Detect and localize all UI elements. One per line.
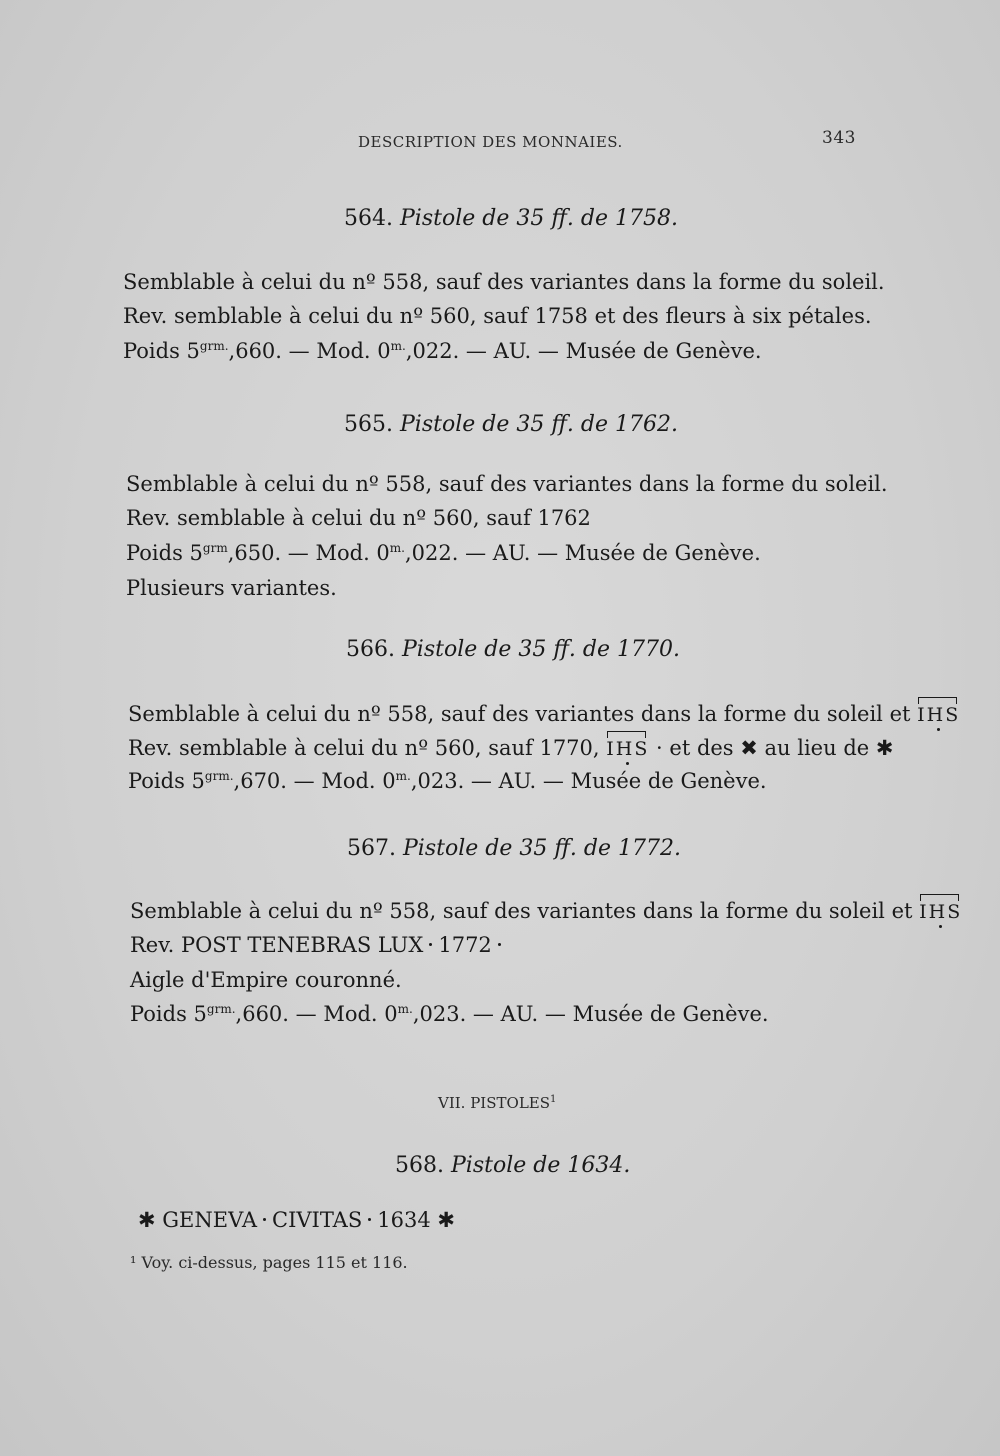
poids-line: Poids $5^{grm.},670$. — Mod. $0^{m.},023$. — AU. — Musée de Genève. [128, 769, 767, 793]
poids-line: Poids $5^{grm.},660$. — Mod. $0^{m.},022$. — AU. — Musée de Genève. [123, 339, 762, 363]
text-line: Semblable à celui du nº 558, sauf des variantes dans la forme du soleil. [123, 270, 885, 294]
entry-number: 568. [395, 1153, 444, 1178]
text-line: Semblable à celui du nº 558, sauf des variantes dans la forme du soleil et IHS [130, 899, 963, 923]
entry-title: Pistole de 1634. [450, 1153, 631, 1178]
text-line: Semblable à celui du nº 558, sauf des variantes dans la forme du soleil et IHS [128, 702, 961, 726]
entry-title: Pistole de 35 ff. de 1762. [399, 412, 678, 437]
separator-dot [429, 943, 432, 946]
text-line: Rev. semblable à celui du nº 560, sauf 1770, IHS · et des ✖ au lieu de ✱ [128, 736, 894, 760]
text-line: Rev. semblable à celui du nº 560, sauf 1762 [126, 506, 591, 530]
poids-line: Poids $5^{grm},650$. — Mod. $0^{m.},022$. — AU. — Musée de Genève. [126, 541, 761, 565]
running-title: DESCRIPTION DES MONNAIES. [358, 133, 623, 151]
entry-number: 566. [346, 637, 395, 662]
entry-title: Pistole de 35 ff. de 1772. [402, 836, 681, 861]
entry-heading-568 [395, 1153, 630, 1178]
separator-dot [368, 1218, 371, 1221]
footnote-ref: 1 [550, 1094, 557, 1105]
poids-line: Poids $5^{grm.},660$. — Mod. $0^{m.},023$. — AU. — Musée de Genève. [130, 1002, 769, 1026]
ihs-monogram: IHS [917, 700, 960, 726]
entry-title: Pistole de 35 ff. de 1758. [399, 206, 678, 231]
text-line: Plusieurs variantes. [126, 576, 337, 600]
entry-heading-565 [344, 412, 678, 437]
entry-heading-566 [346, 637, 680, 662]
text-line: Aigle d'Empire couronné. [130, 968, 402, 992]
ihs-monogram: IHS [606, 734, 649, 760]
entry-number: 564. [344, 206, 393, 231]
footnote: ¹ Voy. ci-dessus, pages 115 et 116. [130, 1253, 408, 1272]
page-number: 343 [822, 128, 856, 148]
section-title: VII. PISTOLES$^1$ [438, 1094, 557, 1112]
entry-title: Pistole de 35 ff. de 1770. [401, 637, 680, 662]
ihs-monogram: IHS [919, 897, 962, 923]
entry-heading-564 [344, 206, 678, 231]
text-line: Rev. POST TENEBRAS LUX 1772 [130, 933, 507, 957]
entry-number: 567. [347, 836, 396, 861]
coin-legend: ✱ GENEVA CIVITAS 1634 ✱ [138, 1208, 455, 1232]
separator-dot [498, 943, 501, 946]
entry-heading-567 [347, 836, 681, 861]
text-line: Semblable à celui du nº 558, sauf des variantes dans la forme du soleil. [126, 472, 888, 496]
text-line: Rev. semblable à celui du nº 560, sauf 1758 et des fleurs à six pétales. [123, 304, 872, 328]
entry-number: 565. [344, 412, 393, 437]
separator-dot [263, 1218, 266, 1221]
